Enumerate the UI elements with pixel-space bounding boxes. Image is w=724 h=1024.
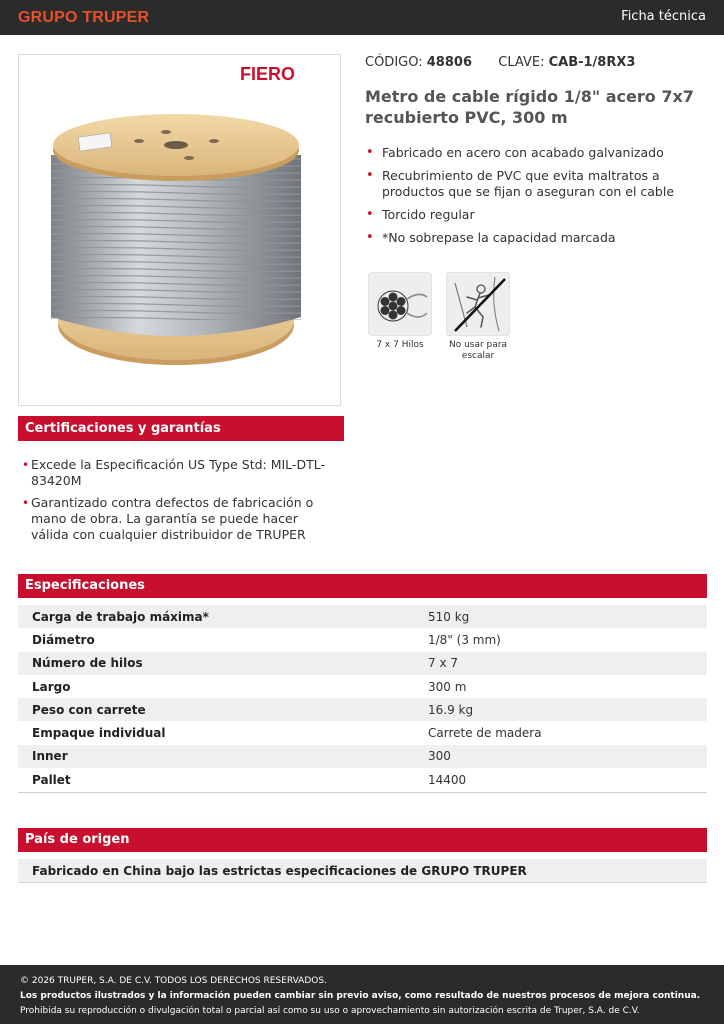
grupo-truper-logo: GRUPO TRUPER <box>18 9 150 26</box>
spec-value: 510 kg <box>428 609 470 624</box>
certification-item: • Excede la Especificación US Type Std: MIL-DTL-83420M <box>22 457 338 489</box>
table-row <box>18 628 707 651</box>
specifications-heading: Especificaciones <box>18 574 707 598</box>
cable-reel-image <box>19 55 340 405</box>
spec-key: Inner <box>32 749 68 764</box>
spec-value: Carrete de madera <box>428 726 542 741</box>
footer-copyright: © 2026 TRUPER, S.A. DE C.V. TODOS LOS DERECHOS RESERVADOS. <box>20 976 327 986</box>
table-row <box>18 745 707 768</box>
origin-heading: País de origen <box>18 828 707 852</box>
spec-key: Número de hilos <box>32 656 143 671</box>
footer-notice: Los productos ilustrados y la información pueden cambiar sin previo aviso, como resultado de nuestros procesos de mejora continua. <box>20 991 701 1001</box>
icon-caption: No usar para escalar <box>448 340 507 361</box>
specifications-table <box>18 605 707 791</box>
cable-strands-icon <box>368 272 432 336</box>
spec-value: 1/8" (3 mm) <box>428 632 501 647</box>
clave-label: CLAVE: <box>498 55 545 70</box>
fiero-logo: FIERO <box>240 64 296 84</box>
spec-value: 300 <box>428 749 451 764</box>
divider <box>18 792 707 793</box>
table-row <box>18 675 707 698</box>
spec-value: 300 m <box>428 679 467 694</box>
feature-item: • Recubrimiento de PVC que evita maltratos a productos que se fijan o aseguran con el cable <box>365 168 710 200</box>
feature-item: • Fabricado en acero con acabado galvanizado <box>365 145 710 161</box>
spec-key: Empaque individual <box>32 726 166 741</box>
feature-list <box>365 145 710 253</box>
spec-value: 16.9 kg <box>428 702 474 717</box>
table-row <box>18 721 707 744</box>
feature-item: • *No sobrepase la capacidad marcada <box>365 230 710 246</box>
spec-key: Largo <box>32 679 71 694</box>
footer-legal: Prohibida su reproducción o divulgación total o parcial así como su uso o aprovechamiento sin autorización escrita de Truper, S.A. de C.V. <box>20 1006 640 1016</box>
product-photo <box>18 54 341 406</box>
product-title: Metro de cable rígido 1/8" acero 7x7 recubierto PVC, 300 m <box>365 87 694 127</box>
clave-value: CAB-1/8RX3 <box>548 55 636 70</box>
spec-key: Pallet <box>32 772 71 787</box>
footer <box>0 965 724 1024</box>
spec-key: Diámetro <box>32 632 95 647</box>
spec-key: Peso con carrete <box>32 702 146 717</box>
table-row <box>18 698 707 721</box>
origin-text: Fabricado en China bajo las estrictas especificaciones de GRUPO TRUPER <box>18 859 707 883</box>
no-climbing-icon <box>446 272 510 336</box>
certifications-list <box>22 457 338 549</box>
spec-value: 14400 <box>428 772 467 787</box>
spec-key: Carga de trabajo máxima* <box>32 609 209 624</box>
certifications-heading: Certificaciones y garantías <box>18 416 344 441</box>
product-codes <box>365 55 635 70</box>
table-row <box>18 652 707 675</box>
top-bar <box>0 0 724 35</box>
table-row <box>18 768 707 791</box>
table-row <box>18 605 707 628</box>
codigo-label: CÓDIGO: <box>365 55 423 70</box>
certification-item: • Garantizado contra defectos de fabricación o mano de obra. La garantía se puede hacer válida con cualquier distribuidor de TRUPER <box>22 495 338 543</box>
codigo-value: 48806 <box>426 55 472 70</box>
spec-value: 7 x 7 <box>428 656 458 671</box>
doc-type-label: Ficha técnica <box>621 9 706 24</box>
feature-item: • Torcido regular <box>365 207 710 223</box>
icon-caption: 7 x 7 Hilos <box>376 340 424 350</box>
